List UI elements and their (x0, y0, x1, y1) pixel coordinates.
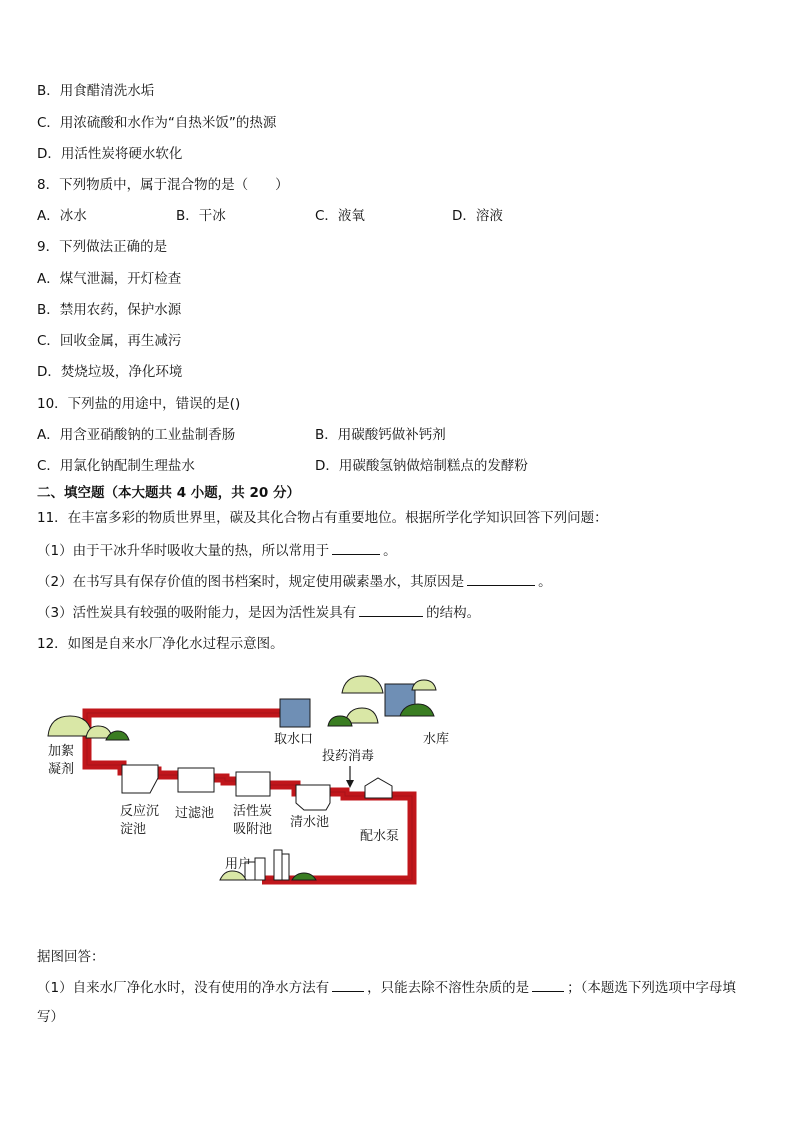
carbon-tank (236, 772, 270, 796)
q7-option-c: C．用浓硫酸和水作为“自热米饭”的热源 (37, 115, 277, 131)
intake-box (280, 699, 310, 727)
pump-house (365, 778, 392, 798)
water-treatment-diagram (40, 668, 450, 893)
q11-part1-end: 。 (383, 543, 397, 559)
q11-part3 (37, 603, 480, 622)
q11-stem: 11．在丰富多彩的物质世界里，碳及其化合物占有重要地位。根据所学化学知识回答下列问题： (37, 510, 608, 526)
label-carbon-1: 活性炭 (233, 804, 273, 819)
q12-part1-blank-2[interactable] (532, 978, 564, 992)
label-carbon-2: 吸附池 (233, 822, 273, 837)
q9-option-b: B．禁用农药，保护水源 (37, 302, 182, 318)
label-sedimentation-1: 反应沉 (120, 804, 160, 819)
section-title: 二、填空题（本大题共 4 小题，共 20 分） (37, 485, 300, 501)
label-pump: 配水泵 (360, 829, 400, 844)
reservoir-icon (328, 676, 436, 726)
q8-option-d: D．溶液 (452, 208, 503, 224)
q8-option-c: C．液氧 (315, 208, 365, 224)
q11-part3-blank[interactable] (359, 603, 423, 617)
label-user: 用户 (225, 857, 252, 872)
label-reservoir: 水库 (423, 732, 450, 747)
label-filter: 过滤池 (175, 806, 215, 821)
sedimentation-tank (122, 765, 158, 793)
label-dosing: 投药消毒 (322, 749, 375, 764)
q11-part1-text: （1）由于干冰升华时吸收大量的热，所以常用于 (37, 543, 330, 559)
label-coagulant-2: 凝剂 (48, 762, 75, 777)
q11-part2 (37, 572, 552, 591)
q11-part3-end: 的结构。 (426, 605, 481, 621)
q12-part1-text-c: ；（本题选下列选项中字母填 (567, 980, 736, 996)
q12-part1-blank-1[interactable] (332, 978, 364, 992)
q10-option-a: A．用含亚硝酸钠的工业盐制香肠 (37, 427, 236, 443)
q12-answer-intro: 据图回答： (37, 949, 105, 965)
q9-option-a: A．煤气泄漏，开灯检查 (37, 271, 182, 287)
label-coagulant-1: 加絮 (48, 744, 75, 759)
q10-option-d: D．用碳酸氢钠做焙制糕点的发酵粉 (315, 458, 528, 474)
q9-option-c: C．回收金属，再生减污 (37, 333, 182, 349)
q12-part1-text-b: ，只能去除不溶性杂质的是 (367, 980, 530, 996)
q8-option-b: B．干冰 (176, 208, 226, 224)
q10-stem: 10．下列盐的用途中，错误的是() (37, 396, 241, 412)
q11-part2-blank[interactable] (467, 572, 535, 586)
filter-tank (178, 768, 214, 792)
q12-part1-cont: 写） (37, 1009, 64, 1025)
q12-stem: 12．如图是自来水厂净化水过程示意图。 (37, 636, 284, 652)
label-sedimentation-2: 淀池 (120, 822, 147, 837)
q10-option-c: C．用氯化钠配制生理盐水 (37, 458, 195, 474)
q11-part1-blank[interactable] (332, 541, 380, 555)
q8-stem: 8．下列物质中，属于混合物的是（ ） (37, 177, 289, 193)
label-clear-water: 清水池 (290, 815, 330, 830)
q9-stem: 9．下列做法正确的是 (37, 239, 168, 255)
q10-option-b: B．用碳酸钙做补钙剂 (315, 427, 446, 443)
q7-option-d: D．用活性炭将硬水软化 (37, 146, 183, 162)
label-intake: 取水口 (274, 732, 314, 747)
q11-part3-text: （3）活性炭具有较强的吸附能力，是因为活性炭具有 (37, 605, 357, 621)
q11-part2-text: （2）在书写具有保存价值的图书档案时，规定使用碳素墨水，其原因是 (37, 574, 465, 590)
q11-part2-end: 。 (538, 574, 552, 590)
q12-part1-text-a: （1）自来水厂净化水时，没有使用的净水方法有 (37, 980, 330, 996)
clear-water-tank (296, 785, 330, 810)
q9-option-d: D．焚烧垃圾，净化环境 (37, 364, 183, 380)
q11-part1 (37, 541, 397, 560)
q7-option-b: B．用食醋清洗水垢 (37, 83, 155, 99)
q8-option-a: A．冰水 (37, 208, 87, 224)
q12-part1 (37, 978, 736, 997)
